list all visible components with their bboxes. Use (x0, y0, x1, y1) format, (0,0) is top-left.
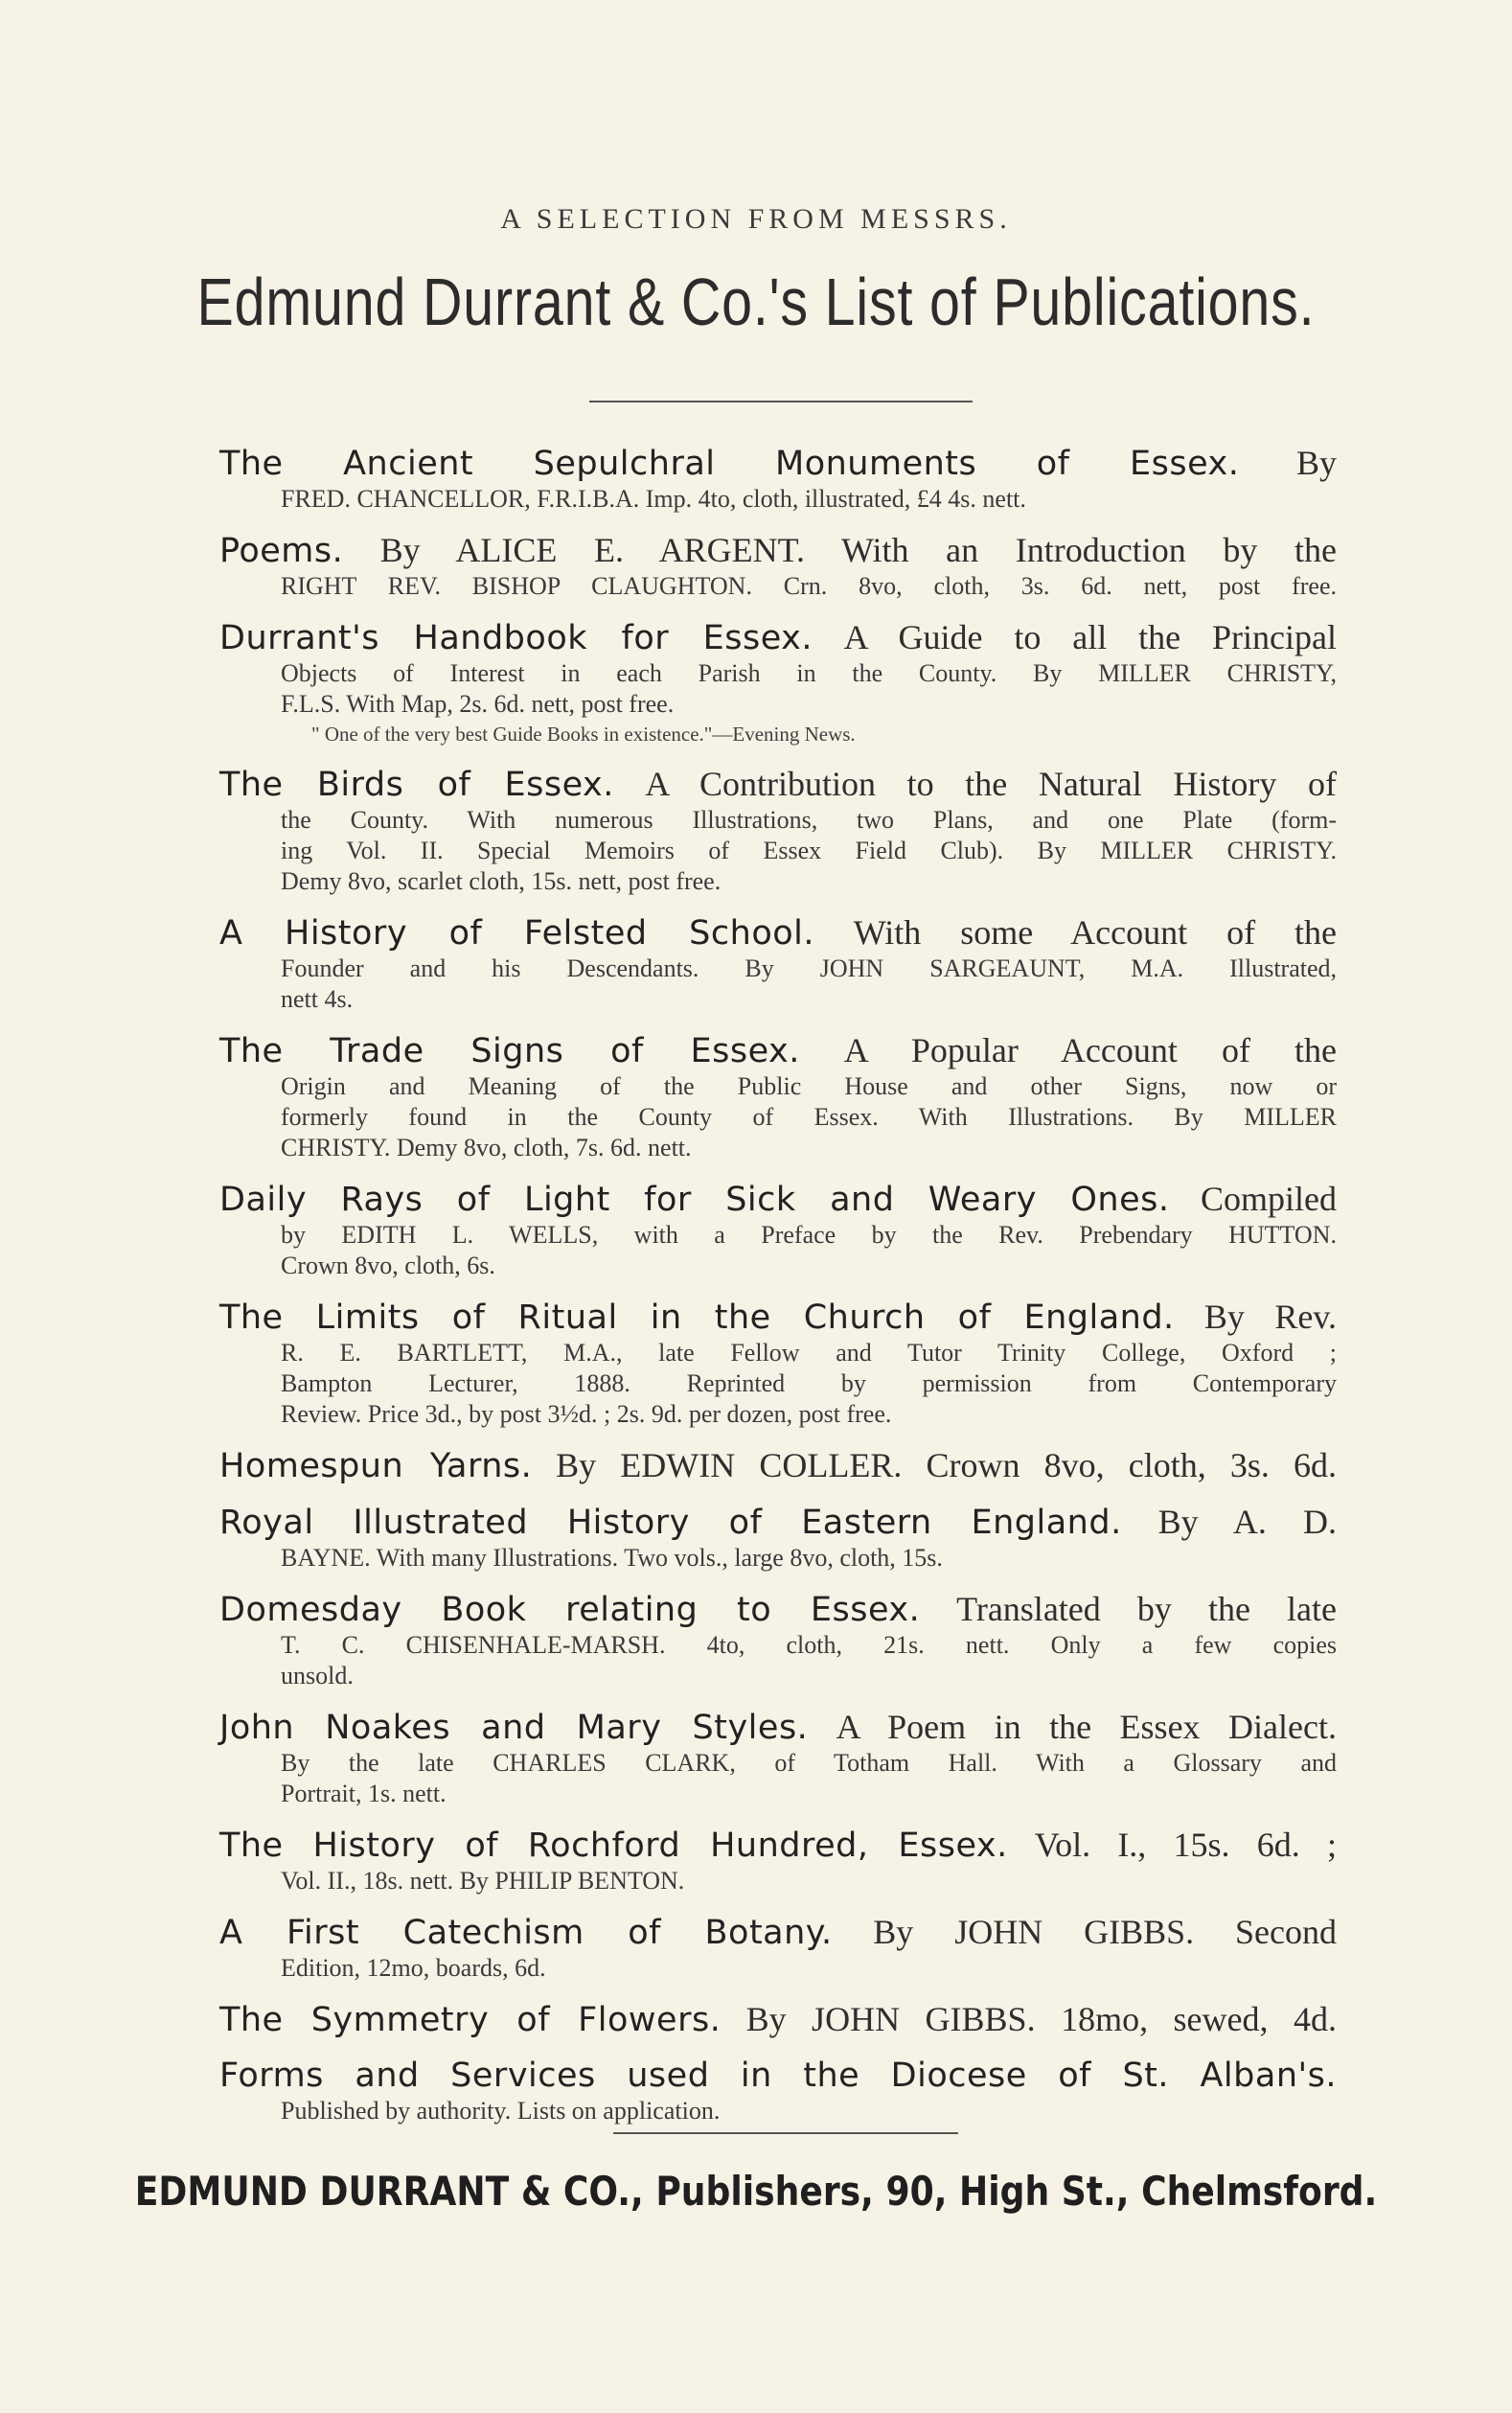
entry-line: the County. With numerous Illustrations, two Plans, and one Plate (form- (281, 806, 1337, 834)
entry-line: Review. Price 3d., by post 3½d. ; 2s. 9d. per dozen, post free. (281, 1400, 892, 1428)
kicker-text: A SELECTION FROM MESSRS. (500, 203, 1012, 235)
entry-line: CHRISTY. Demy 8vo, cloth, 7s. 6d. nett. (281, 1134, 692, 1161)
entry-lead: A Contribution to the Natural History of (645, 765, 1338, 803)
top-divider (589, 401, 973, 402)
entry-lead: A Guide to all the Principal (843, 618, 1338, 656)
entry-title: The Symmetry of Flowers. (219, 2001, 722, 2039)
publication-list (219, 443, 1337, 2142)
entry-line: Demy 8vo, scarlet cloth, 15s. nett, post free. (281, 867, 722, 895)
entry-title: A History of Felsted School. (219, 914, 815, 953)
entry-line: Published by authority. Lists on application. (281, 2097, 721, 2125)
entry-title: The Limits of Ritual in the Church of England. (219, 1298, 1175, 1337)
entry-line: Vol. II., 18s. nett. By PHILIP BENTON. (281, 1867, 685, 1895)
entry-line: BAYNE. With many Illustrations. Two vols., large 8vo, cloth, 15s. (281, 1544, 943, 1572)
publication-entry (219, 2056, 1337, 2126)
entry-lead: Compiled (1201, 1180, 1338, 1218)
entry-title: Homespun Yarns. (219, 1447, 533, 1485)
publication-entry (219, 1297, 1337, 1430)
entry-title: Forms and Services used in the Diocese of St. Alban's. (219, 2057, 1337, 2095)
entry-line: T. C. CHISENHALE-MARSH. 4to, cloth, 21s. nett. Only a few copies (281, 1631, 1337, 1659)
page-title: Edmund Durrant & Co.'s List of Publications. (196, 264, 1316, 339)
publication-entry (219, 1589, 1337, 1691)
entry-lead: By A. D. (1157, 1503, 1337, 1541)
entry-lead: Vol. I., 15s. 6d. ; (1034, 1826, 1338, 1864)
publisher-imprint: EDMUND DURRANT & CO., Publishers, 90, High St., Chelmsford. (134, 2168, 1378, 2215)
publication-entry (219, 1445, 1337, 1486)
entry-quote: " One of the very best Guide Books in existence."—Evening News. (311, 723, 856, 746)
entry-line: RIGHT REV. BISHOP CLAUGHTON. Crn. 8vo, cloth, 3s. 6d. nett, post free. (281, 572, 1337, 600)
publication-entry (219, 1999, 1337, 2040)
entry-line: Bampton Lecturer, 1888. Reprinted by permission from Contemporary (281, 1369, 1337, 1397)
entry-title: The History of Rochford Hundred, Essex. (219, 1827, 1008, 1865)
entry-title: Daily Rays of Light for Sick and Weary Ones. (219, 1181, 1170, 1219)
entry-title: Royal Illustrated History of Eastern England. (219, 1504, 1122, 1542)
entry-title: The Trade Signs of Essex. (219, 1032, 800, 1070)
publication-entry (219, 530, 1337, 602)
entry-line: F.L.S. With Map, 2s. 6d. nett, post free. (281, 690, 675, 718)
entry-line: Origin and Meaning of the Public House and other Signs, now or (281, 1072, 1337, 1100)
entry-lead: By JOHN GIBBS. Second (873, 1913, 1337, 1951)
entry-lead: By (1296, 444, 1338, 482)
publication-entry (219, 1825, 1337, 1896)
entry-line: unsold. (281, 1662, 354, 1689)
publication-entry (219, 1030, 1337, 1163)
publication-entry (219, 443, 1337, 515)
entry-line: Crown 8vo, cloth, 6s. (281, 1252, 495, 1279)
entry-line: Edition, 12mo, boards, 6d. (281, 1954, 546, 1982)
entry-line: by EDITH L. WELLS, with a Preface by the Rev. Prebendary HUTTON. (281, 1221, 1337, 1249)
entry-title: Poems. (219, 532, 344, 570)
entry-line: Founder and his Descendants. By JOHN SARGEAUNT, M.A. Illustrated, (281, 954, 1337, 982)
entry-lead: By EDWIN COLLER. Crown 8vo, cloth, 3s. 6d. (556, 1446, 1338, 1484)
entry-line: ing Vol. II. Special Memoirs of Essex Field Club). By MILLER CHRISTY. (281, 837, 1337, 864)
entry-line: FRED. CHANCELLOR, F.R.I.B.A. Imp. 4to, cloth, illustrated, £4 4s. nett. (281, 485, 1026, 513)
entry-lead: Translated by the late (956, 1590, 1337, 1628)
publication-entry (219, 1502, 1337, 1574)
entry-lead: By JOHN GIBBS. 18mo, sewed, 4d. (745, 2000, 1337, 2038)
entry-line: nett 4s. (281, 985, 354, 1013)
entry-lead: With some Account of the (853, 913, 1337, 952)
entry-title: John Noakes and Mary Styles. (219, 1709, 809, 1747)
publication-entry (219, 1179, 1337, 1281)
entry-title: The Birds of Essex. (219, 766, 614, 804)
entry-line: R. E. BARTLETT, M.A., late Fellow and Tutor Trinity College, Oxford ; (281, 1339, 1337, 1367)
entry-lead: By Rev. (1203, 1298, 1337, 1336)
entry-title: The Ancient Sepulchral Monuments of Essex. (219, 445, 1240, 483)
entry-title: Domesday Book relating to Essex. (219, 1591, 921, 1629)
publication-entry (219, 1707, 1337, 1809)
bottom-divider (613, 2132, 958, 2134)
publication-entry (219, 912, 1337, 1015)
entry-line: Portrait, 1s. nett. (281, 1780, 447, 1807)
entry-lead: By ALICE E. ARGENT. With an Introduction by the (379, 531, 1337, 569)
entry-lead: A Poem in the Essex Dialect. (836, 1708, 1337, 1746)
entry-title: A First Catechism of Botany. (219, 1914, 833, 1952)
entry-line: formerly found in the County of Essex. With Illustrations. By MILLER (281, 1103, 1337, 1131)
entry-lead: A Popular Account of the (843, 1031, 1337, 1069)
entry-title: Durrant's Handbook for Essex. (219, 619, 813, 657)
entry-line: Objects of Interest in each Parish in the County. By MILLER CHRISTY, (281, 659, 1337, 687)
publication-entry (219, 764, 1337, 897)
publication-entry (219, 1912, 1337, 1984)
publication-entry (219, 617, 1337, 748)
entry-line: By the late CHARLES CLARK, of Totham Hall. With a Glossary and (281, 1749, 1337, 1777)
